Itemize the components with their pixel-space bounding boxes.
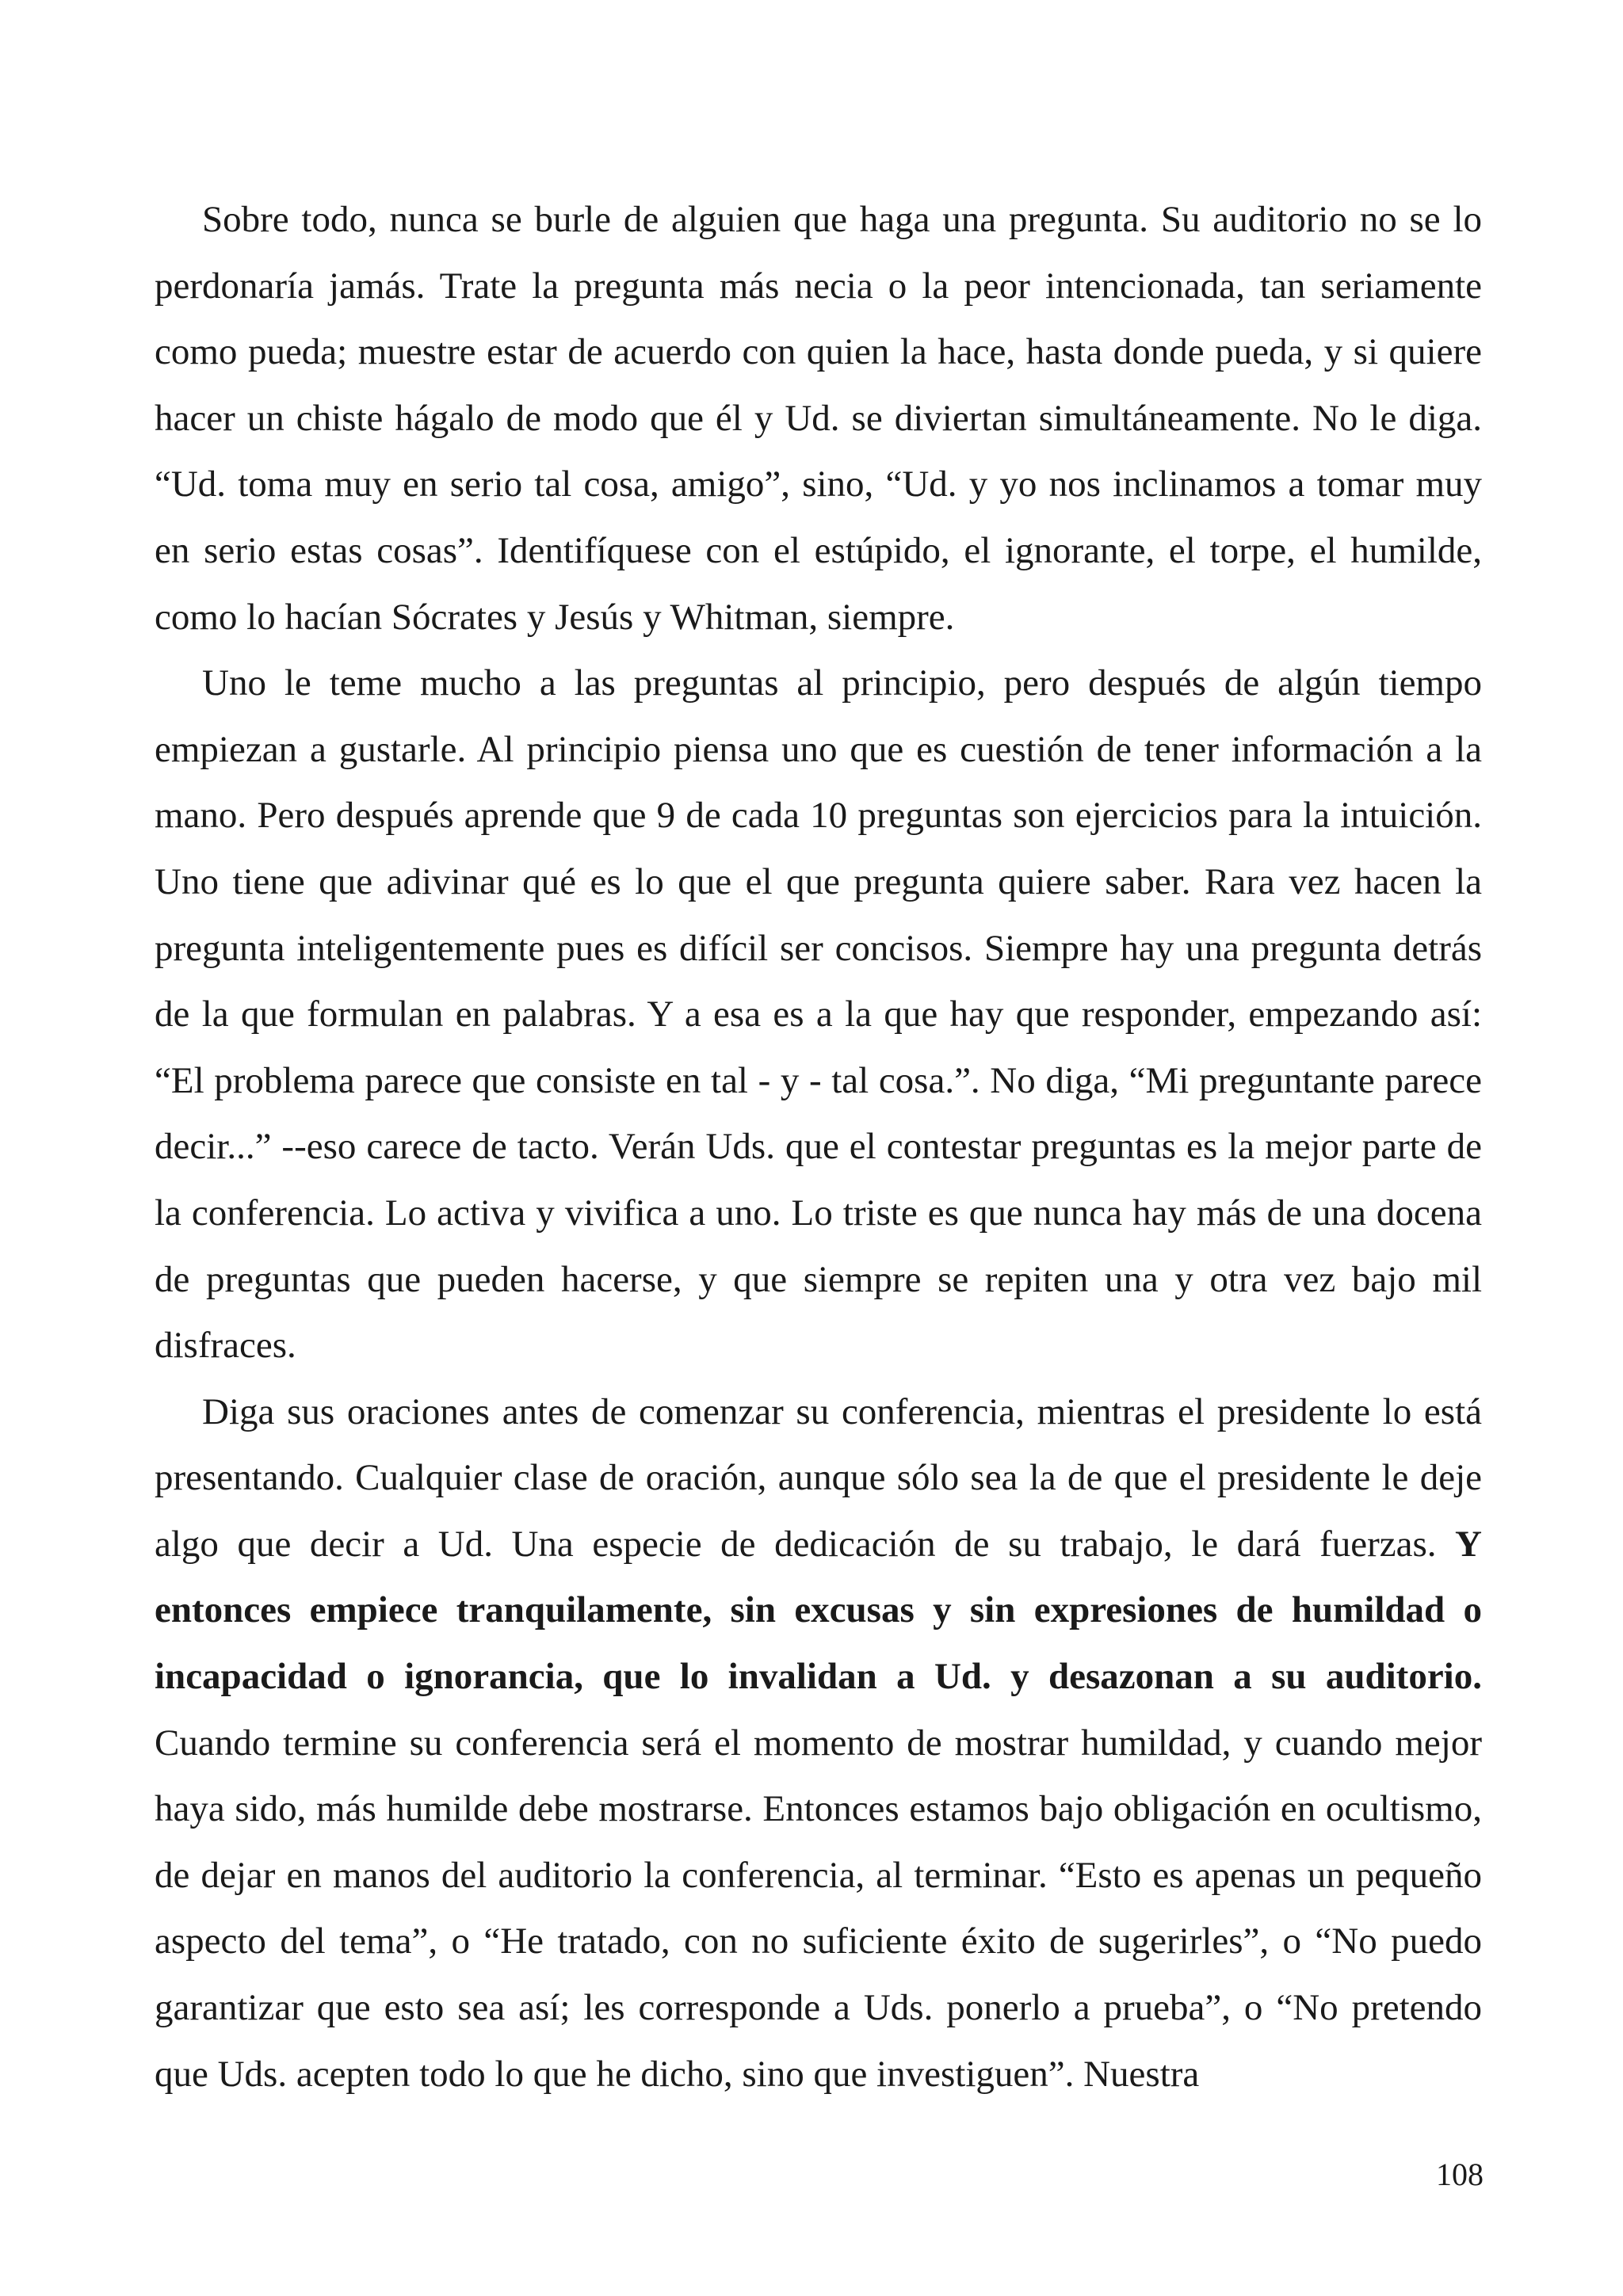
paragraph-2-text: Uno le teme mucho a las preguntas al principio, pero después de algún tiempo empiezan a gustarle. Al principio piensa uno que es cuestión de tener información a la mano. Pero después aprende que 9 de cada 10 preguntas son ejercicios para la intuición. Uno tiene que adivinar qué es lo que el que pregunta quiere saber. Rara vez hacen la pregunta inteligentemente pues es difícil ser concisos. Siempre hay una pregunta detrás de la que formulan en palabras. Y a esa es a la que hay que responder, empezando así: “El problema parece que consiste en tal - y - tal cosa.”. No diga, “Mi preguntante parece decir...” --eso carece de tacto. Verán Uds. que el contestar preguntas es la mejor parte de la conferencia. Lo activa y vivifica a uno. Lo triste es que nunca hay más de una docena de preguntas que pueden hacerse, y que siempre se repiten una y otra vez bajo mil disfraces.: [155, 662, 1482, 1367]
paragraph-1-text: Sobre todo, nunca se burle de alguien que haga una pregunta. Su auditorio no se lo perdonaría jamás. Trate la pregunta más necia o la peor intencionada, tan seriamente como pueda; muestre estar de acuerdo con quien la hace, hasta donde pueda, y si quiere hacer un chiste hágalo de modo que él y Ud. se diviertan simultáneamente. No le diga. “Ud. toma muy en serio tal cosa, amigo”, sino, “Ud. y yo nos inclinamos a tomar muy en serio estas cosas”. Identifíquese con el estúpido, el ignorante, el torpe, el humilde, como lo hacían Sócrates y Jesús y Whitman, siempre.: [155, 199, 1482, 638]
paragraph-3-text-start: Diga sus oraciones antes de comenzar su conferencia, mientras el presidente lo está presentando. Cualquier clase de oración, aunque sólo sea la de que el presidente le deje algo que decir a Ud. Una especie de dedicación de su trabajo, le dará fuerzas.: [155, 1390, 1482, 1565]
paragraph-3-text-end: Cuando termine su conferencia será el momento de mostrar humildad, y cuando mejor haya sido, más humilde debe mostrarse. Entonces estamos bajo obligación en ocultismo, de dejar en manos del auditorio la conferencia, al terminar. “Esto es apenas un pequeño aspecto del tema”, o “He tratado, con no suficiente éxito de sugerirles”, o “No puedo garantizar que esto sea así; les corresponde a Uds. ponerlo a prueba”, o “No pretendo que Uds. acepten todo lo que he dicho, sino que investiguen”. Nuestra: [155, 1722, 1482, 2095]
paragraph-1: [155, 187, 1482, 650]
document-body: [155, 187, 1482, 2107]
paragraph-3: [155, 1379, 1482, 2108]
paragraph-3-bold-text: Y entonces empiece tranquilamente, sin excusas y sin expresiones de humildad o incapacidad o ignorancia, que lo invalidan a Ud. y desazonan a su auditorio.: [155, 1523, 1482, 1698]
paragraph-2: [155, 650, 1482, 1379]
page-number: 108: [1436, 2157, 1484, 2192]
